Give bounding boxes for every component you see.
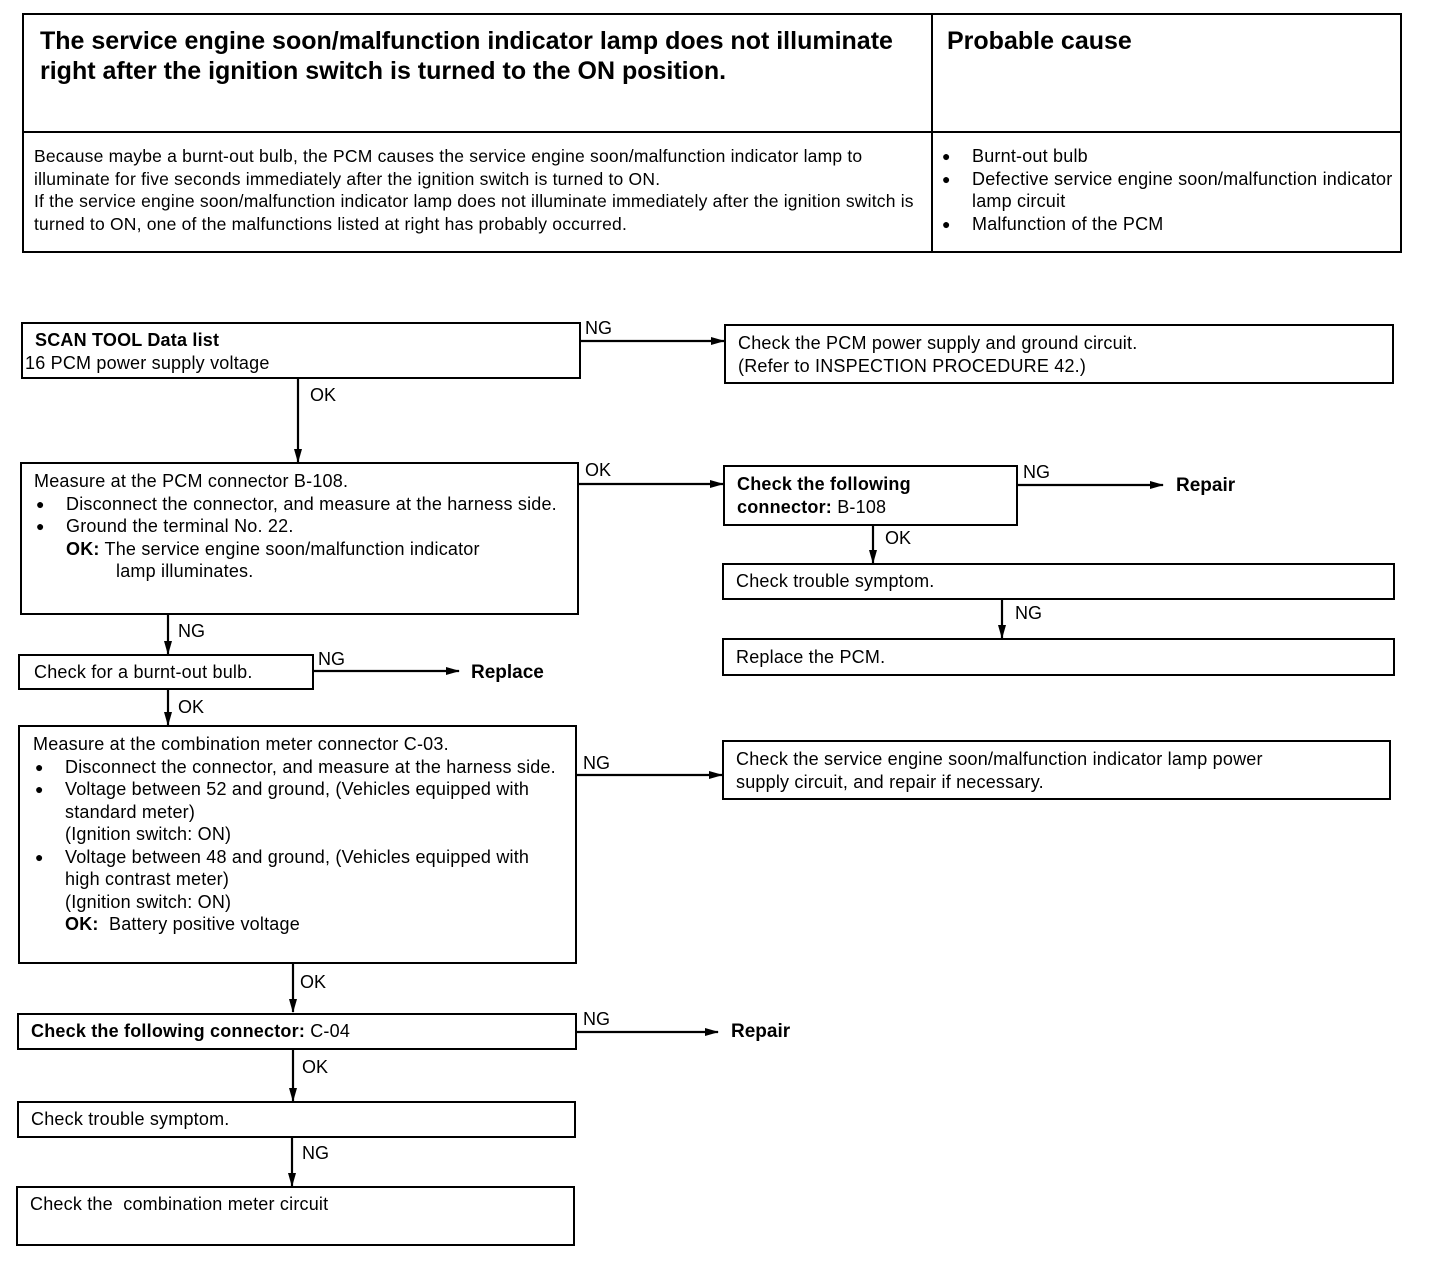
ok-criteria-cont: lamp illuminates.	[116, 561, 254, 581]
ng-label: NG	[583, 753, 610, 773]
voltage-48-text: Voltage between 48 and ground, (Vehicles equipped with high contrast meter)	[65, 846, 530, 889]
pcm-power-box	[724, 324, 1394, 384]
check-b108-text: Check the following connector:	[737, 474, 911, 517]
measure-step: ● Disconnect the connector, and measure at the harness side.	[34, 493, 565, 516]
lamp-power-box	[722, 740, 1391, 800]
measure-pcm-ok	[34, 538, 565, 583]
measure-pcm-title: Measure at the PCM connector B-108.	[34, 471, 349, 491]
ok-criteria: The service engine soon/malfunction indicator	[104, 538, 480, 559]
combination-meter-text: Check the combination meter circuit	[30, 1194, 329, 1214]
lamp-power-line2: supply circuit, and repair if necessary.	[736, 771, 1044, 792]
replace-pcm-text: Replace the PCM.	[736, 647, 886, 667]
measure-c03-box	[18, 725, 577, 964]
connector-id: C-04	[310, 1021, 351, 1041]
ng-label: NG	[1023, 462, 1050, 482]
connector-id: B-108	[837, 496, 887, 517]
measure-step: ● Disconnect the connector, and measure at the harness side.	[33, 756, 562, 779]
measure-c03-title: Measure at the combination meter connector C-03.	[33, 734, 449, 754]
ok-label: OK	[585, 460, 612, 480]
ok-label: OK	[885, 528, 912, 548]
trouble-symptom-left-box	[17, 1101, 576, 1138]
burnt-bulb-text: Check for a burnt-out bulb.	[34, 662, 253, 682]
cause-item: ● Burnt-out bulb	[940, 145, 1395, 168]
ok-label: OK:	[66, 538, 100, 559]
ng-label: NG	[318, 649, 345, 669]
replace-result: Replace	[471, 662, 544, 683]
pcm-power-line1: Check the PCM power supply and ground circuit.	[738, 333, 1138, 353]
ignition-condition: (Ignition switch: ON)	[65, 891, 232, 912]
trouble-symptom-text: Check trouble symptom.	[31, 1109, 230, 1129]
measure-c03-ok	[33, 913, 562, 936]
scan-tool-title: SCAN TOOL Data list	[35, 330, 220, 350]
ok-label: OK	[310, 385, 337, 405]
ok-criteria: Battery positive voltage	[109, 914, 300, 934]
repair-result-2: Repair	[731, 1021, 791, 1042]
lamp-power-line1: Check the service engine soon/malfunction indicator lamp power	[736, 749, 1263, 769]
measure-step	[33, 846, 562, 914]
burnt-bulb-box	[18, 654, 314, 690]
measure-step: ● Ground the terminal No. 22.	[34, 515, 565, 538]
check-b108-box	[723, 465, 1018, 526]
ng-label: NG	[178, 621, 205, 641]
ok-label: OK:	[65, 914, 99, 934]
ok-label: OK	[178, 697, 205, 717]
check-c04-box	[17, 1013, 577, 1050]
voltage-52-text: Voltage between 52 and ground, (Vehicles equipped with standard meter)	[65, 779, 530, 822]
ng-label: NG	[585, 318, 612, 338]
repair-result-1: Repair	[1176, 475, 1236, 496]
scan-tool-item: 16 PCM power supply voltage	[25, 352, 270, 373]
trouble-symptom-text: Check trouble symptom.	[736, 571, 935, 591]
scan-tool-box	[21, 322, 581, 379]
trouble-symptom-right-box	[722, 563, 1395, 600]
ignition-condition: (Ignition switch: ON)	[65, 824, 232, 844]
cause-item: ● Defective service engine soon/malfunction indicator lamp circuit	[940, 168, 1395, 213]
ok-label: OK	[300, 972, 327, 992]
combination-meter-box	[16, 1186, 575, 1246]
replace-pcm-box	[722, 638, 1395, 676]
pcm-power-line2: (Refer to INSPECTION PROCEDURE 42.)	[738, 355, 1087, 376]
ng-label: NG	[583, 1009, 610, 1029]
check-c04-text: Check the following connector:	[31, 1021, 306, 1041]
measure-pcm-steps	[34, 493, 565, 538]
ng-label: NG	[302, 1143, 329, 1163]
cause-item: ● Malfunction of the PCM	[940, 213, 1395, 236]
measure-c03-steps	[33, 756, 562, 914]
ok-label: OK	[302, 1057, 329, 1077]
measure-step	[33, 778, 562, 846]
description-paragraph-2: If the service engine soon/malfunction indicator lamp does not illuminate immediately after the ignition switch is turned to ON, one of the malfunctions listed at right has probably occurred.	[34, 191, 914, 234]
ng-label: NG	[1015, 603, 1042, 623]
probable-cause-title: Probable cause	[947, 27, 1132, 55]
measure-pcm-box	[20, 462, 579, 615]
description-paragraph-1: Because maybe a burnt-out bulb, the PCM causes the service engine soon/malfunction indicator lamp to illuminate for five seconds immediately after the ignition switch is turned to ON.	[34, 146, 863, 189]
symptom-title: The service engine soon/malfunction indicator lamp does not illuminate right after the ignition switch is turned to the ON position.	[40, 27, 893, 85]
